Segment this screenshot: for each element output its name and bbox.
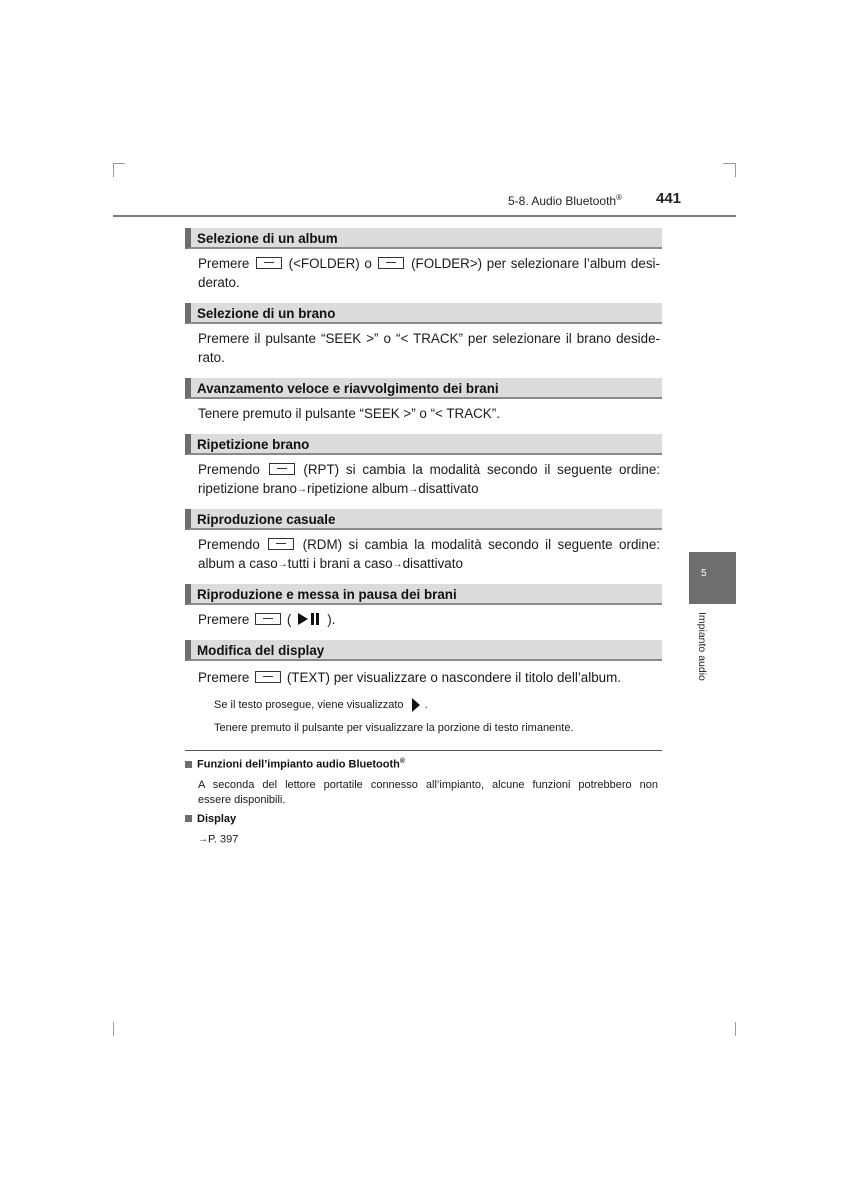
display-note: Tenere premuto il pulsante per visualizzare la porzione di testo rimanente. <box>214 722 574 734</box>
section-heading: Avanzamento veloce e riavvolgimento dei brani <box>185 378 662 399</box>
button-icon <box>256 257 282 269</box>
section-heading: Selezione di un album <box>185 228 662 249</box>
button-icon <box>268 538 294 550</box>
section-body <box>198 404 660 423</box>
page-number: 441 <box>656 190 682 207</box>
crop-mark <box>735 163 736 177</box>
arrow-icon: → <box>198 834 208 845</box>
body-line: rato. <box>198 350 225 365</box>
body-line: album a caso→tutti i brani a caso→disattivato <box>198 556 463 571</box>
registered-mark: ® <box>399 758 406 765</box>
header-rule <box>113 215 736 217</box>
button-icon <box>255 671 281 683</box>
crop-mark <box>723 163 735 164</box>
arrow-icon: → <box>392 558 403 570</box>
body-line: Premendo (RPT) si cambia la modalità secondo il seguente ordine: <box>198 462 660 477</box>
note-line: →P. 397 <box>198 833 239 846</box>
section-title: 5-8. Audio Bluetooth® <box>508 193 622 208</box>
chapter-number: 5 <box>701 568 707 579</box>
note-heading: Funzioni dell’impianto audio Bluetooth® <box>185 758 405 771</box>
note-heading: Display <box>185 813 236 825</box>
button-icon <box>378 257 404 269</box>
section-body <box>198 329 660 367</box>
scroll-right-icon <box>411 698 421 712</box>
chapter-tab <box>689 552 736 604</box>
section-body <box>198 668 660 687</box>
body-line: ripetizione brano→ripetizione album→disattivato <box>198 481 479 496</box>
note-line: A seconda del lettore portatile connesso all’impianto, alcune funzioni potrebbero non <box>198 779 658 791</box>
section-heading: Ripetizione brano <box>185 434 662 455</box>
button-icon <box>255 613 281 625</box>
note-body <box>198 778 658 808</box>
section-body <box>198 460 660 498</box>
crop-mark <box>735 1022 736 1036</box>
section-heading: Selezione di un brano <box>185 303 662 324</box>
arrow-icon: → <box>297 483 308 495</box>
section-heading: Riproduzione casuale <box>185 509 662 530</box>
bullet-square-icon <box>185 815 192 822</box>
registered-mark: ® <box>616 193 622 202</box>
bullet-square-icon <box>185 761 192 768</box>
body-line: Premere il pulsante “SEEK >” o “< TRACK” per selezionare il brano deside- <box>198 331 660 346</box>
body-line: Premere (TEXT) per visualizzare o nascondere il titolo dell’album. <box>198 670 621 685</box>
section-body <box>198 254 660 292</box>
arrow-icon: → <box>277 558 288 570</box>
button-icon <box>269 463 295 475</box>
display-note: Se il testo prosegue, viene visualizzato . <box>214 698 428 711</box>
body-line: Premere (<FOLDER) o (FOLDER>) per selezionare l’album desi- <box>198 256 660 271</box>
body-line: Premere ( ). <box>198 612 336 627</box>
section-body <box>198 535 660 573</box>
crop-mark <box>113 163 125 164</box>
note-rule <box>185 750 662 751</box>
body-line: Tenere premuto il pulsante “SEEK >” o “< TRACK”. <box>198 406 500 421</box>
play-pause-icon <box>297 612 321 626</box>
body-line: derato. <box>198 275 240 290</box>
note-line: essere disponibili. <box>198 794 286 806</box>
section-body <box>198 610 660 629</box>
crop-mark <box>113 1022 114 1036</box>
body-line: Premendo (RDM) si cambia la modalità secondo il seguente ordine: <box>198 537 660 552</box>
chapter-label: Impianto audio <box>696 612 708 681</box>
arrow-icon: → <box>408 483 419 495</box>
section-heading: Modifica del display <box>185 640 662 661</box>
crop-mark <box>113 163 114 177</box>
section-heading: Riproduzione e messa in pausa dei brani <box>185 584 662 605</box>
note-body <box>198 832 658 847</box>
